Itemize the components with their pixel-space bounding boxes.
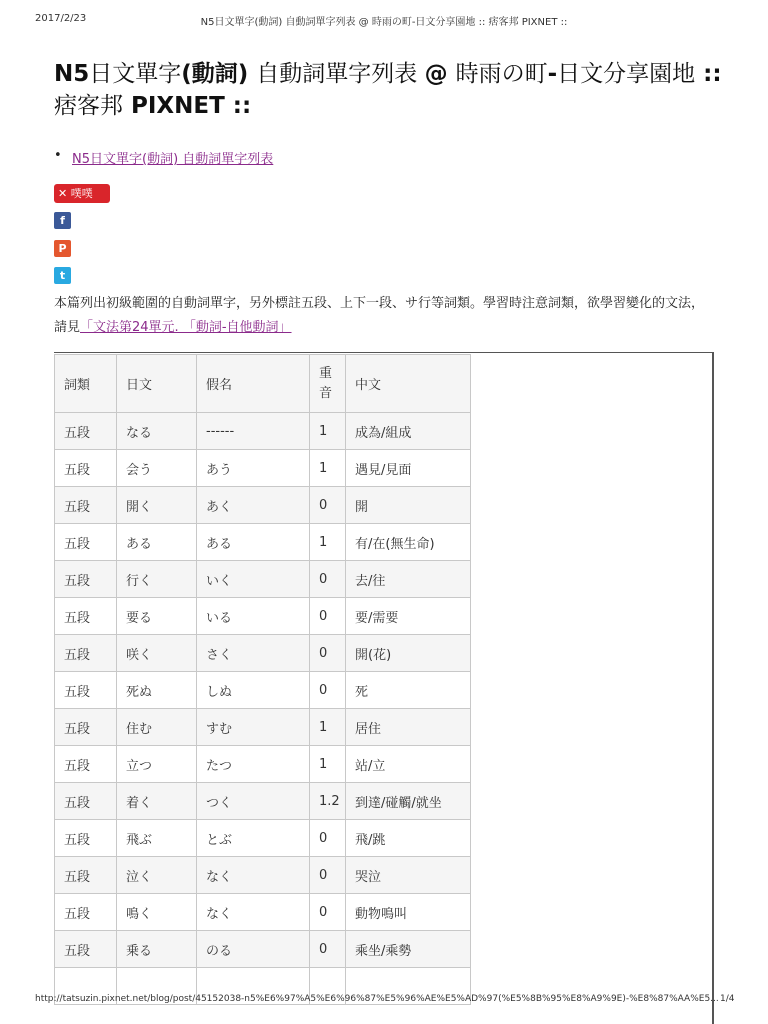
cell-accent: 0 xyxy=(310,820,346,857)
cell-kana: のる xyxy=(197,931,310,968)
cell-meaning: 要/需要 xyxy=(346,598,471,635)
cell-kana: あく xyxy=(197,487,310,524)
table-row xyxy=(55,709,471,746)
cell-kanji: 着く xyxy=(117,783,197,820)
table-row xyxy=(55,635,471,672)
print-footer-url: http://tatsuzin.pixnet.net/blog/post/45152038-n5%E6%97%A5%E6%96%87%E5%96%AE%E5%AD%97(%E5%8B%95%E8%A9%9E)-%E8%87%AA%E5... xyxy=(35,994,719,1004)
plurk-icon[interactable]: P xyxy=(54,240,71,257)
header-type: 詞類 xyxy=(55,355,117,413)
table-row xyxy=(55,561,471,598)
table-row xyxy=(55,598,471,635)
cell-meaning: 成為/組成 xyxy=(346,413,471,450)
cell-kanji: 行く xyxy=(117,561,197,598)
cell-meaning: 開 xyxy=(346,487,471,524)
cell-kana: いく xyxy=(197,561,310,598)
print-date: 2017/2/23 xyxy=(35,13,87,24)
table-row xyxy=(55,820,471,857)
cell-type: 五段 xyxy=(55,635,117,672)
frame-top-border xyxy=(54,352,714,353)
table-row xyxy=(55,450,471,487)
cell-accent: 0 xyxy=(310,487,346,524)
table-row xyxy=(55,524,471,561)
plurk-share-button[interactable]: ✕ 噗噗 xyxy=(54,184,110,203)
cell-kana: たつ xyxy=(197,746,310,783)
table-row xyxy=(55,746,471,783)
cell-type: 五段 xyxy=(55,561,117,598)
cell-kana: すむ xyxy=(197,709,310,746)
cell-meaning: 動物鳴叫 xyxy=(346,894,471,931)
cell-meaning: 遇見/見面 xyxy=(346,450,471,487)
cell-kana: つく xyxy=(197,783,310,820)
cell-meaning: 居住 xyxy=(346,709,471,746)
grammar-link[interactable]: 「文法第24單元. 「動詞-自他動詞」 xyxy=(80,320,292,335)
cell-meaning: 有/在(無生命) xyxy=(346,524,471,561)
cell-kana: なく xyxy=(197,857,310,894)
table-row xyxy=(55,487,471,524)
frame-right-border xyxy=(712,352,714,1024)
cell-kanji: 泣く xyxy=(117,857,197,894)
cell-meaning: 開(花) xyxy=(346,635,471,672)
cell-type: 五段 xyxy=(55,820,117,857)
page-title: N5日文單字(動詞) 自動詞單字列表 @ 時雨の町-日文分享園地 :: 痞客邦 PIXNET :: xyxy=(54,61,722,119)
cell-meaning: 飛/跳 xyxy=(346,820,471,857)
header-meaning: 中文 xyxy=(346,355,471,413)
cell-accent: 0 xyxy=(310,894,346,931)
cell-meaning: 到達/碰觸/就坐 xyxy=(346,783,471,820)
table-row xyxy=(55,894,471,931)
cell-type: 五段 xyxy=(55,413,117,450)
twitter-icon[interactable]: t xyxy=(54,267,71,284)
print-page-title: N5日文單字(動詞) 自動詞單字列表 @ 時雨の町-日文分享園地 :: 痞客邦 PIXNET :: xyxy=(200,17,568,28)
cell-kana: さく xyxy=(197,635,310,672)
cell-type: 五段 xyxy=(55,894,117,931)
facebook-icon[interactable]: f xyxy=(54,212,71,229)
cell-meaning: 站/立 xyxy=(346,746,471,783)
table-row xyxy=(55,672,471,709)
table-row xyxy=(55,413,471,450)
cell-kanji: 咲く xyxy=(117,635,197,672)
table-header-row xyxy=(55,355,471,413)
cell-type: 五段 xyxy=(55,598,117,635)
cell-type: 五段 xyxy=(55,450,117,487)
cell-kana: なく xyxy=(197,894,310,931)
cell-kanji: 要る xyxy=(117,598,197,635)
cell-kana: ある xyxy=(197,524,310,561)
cell-kanji: 死ぬ xyxy=(117,672,197,709)
cell-type: 五段 xyxy=(55,524,117,561)
cell-type: 五段 xyxy=(55,709,117,746)
bullet-dot: • xyxy=(54,148,62,163)
cell-kana: いる xyxy=(197,598,310,635)
header-kanji: 日文 xyxy=(117,355,197,413)
cell-accent: 1 xyxy=(310,450,346,487)
header-accent: 重音 xyxy=(310,355,346,413)
cell-accent: 0 xyxy=(310,672,346,709)
intro-paragraph: 本篇列出初級範圍的自動詞單字，另外標註五段、上下一段、サ行等詞類。學習時注意詞類，欲學習變化的文法，請見「文法第24單元. 「動詞-自他動詞」 xyxy=(54,296,705,335)
header-kana: 假名 xyxy=(197,355,310,413)
table-row xyxy=(55,857,471,894)
cell-kanji: 会う xyxy=(117,450,197,487)
cell-kanji: 住む xyxy=(117,709,197,746)
cell-meaning: 乘坐/乘勢 xyxy=(346,931,471,968)
cell-accent: 1 xyxy=(310,524,346,561)
cell-kanji: 乗る xyxy=(117,931,197,968)
cell-accent: 1 xyxy=(310,709,346,746)
cell-type: 五段 xyxy=(55,487,117,524)
cell-kanji: 飛ぶ xyxy=(117,820,197,857)
cell-kanji: なる xyxy=(117,413,197,450)
cell-kana: しぬ xyxy=(197,672,310,709)
cell-accent: 0 xyxy=(310,561,346,598)
cell-kana: ------ xyxy=(197,413,310,450)
cell-kanji: ある xyxy=(117,524,197,561)
cell-kana: とぶ xyxy=(197,820,310,857)
cell-meaning: 去/往 xyxy=(346,561,471,598)
cell-accent: 0 xyxy=(310,635,346,672)
cell-accent: 0 xyxy=(310,598,346,635)
print-page-number: 1/4 xyxy=(720,994,735,1004)
article-link[interactable]: N5日文單字(動詞) 自動詞單字列表 xyxy=(72,152,274,167)
cell-type: 五段 xyxy=(55,746,117,783)
cell-accent: 1 xyxy=(310,746,346,783)
table-row xyxy=(55,931,471,968)
cell-accent: 0 xyxy=(310,857,346,894)
cell-type: 五段 xyxy=(55,931,117,968)
table-row xyxy=(55,783,471,820)
cell-kanji: 立つ xyxy=(117,746,197,783)
cell-accent: 1 xyxy=(310,413,346,450)
cell-type: 五段 xyxy=(55,783,117,820)
cell-accent: 1.2 xyxy=(310,783,346,820)
cell-kanji: 開く xyxy=(117,487,197,524)
cell-kana: あう xyxy=(197,450,310,487)
cell-type: 五段 xyxy=(55,672,117,709)
cell-meaning: 死 xyxy=(346,672,471,709)
cell-accent: 0 xyxy=(310,931,346,968)
verb-table xyxy=(54,354,471,1005)
cell-kanji: 鳴く xyxy=(117,894,197,931)
cell-meaning: 哭泣 xyxy=(346,857,471,894)
cell-type: 五段 xyxy=(55,857,117,894)
